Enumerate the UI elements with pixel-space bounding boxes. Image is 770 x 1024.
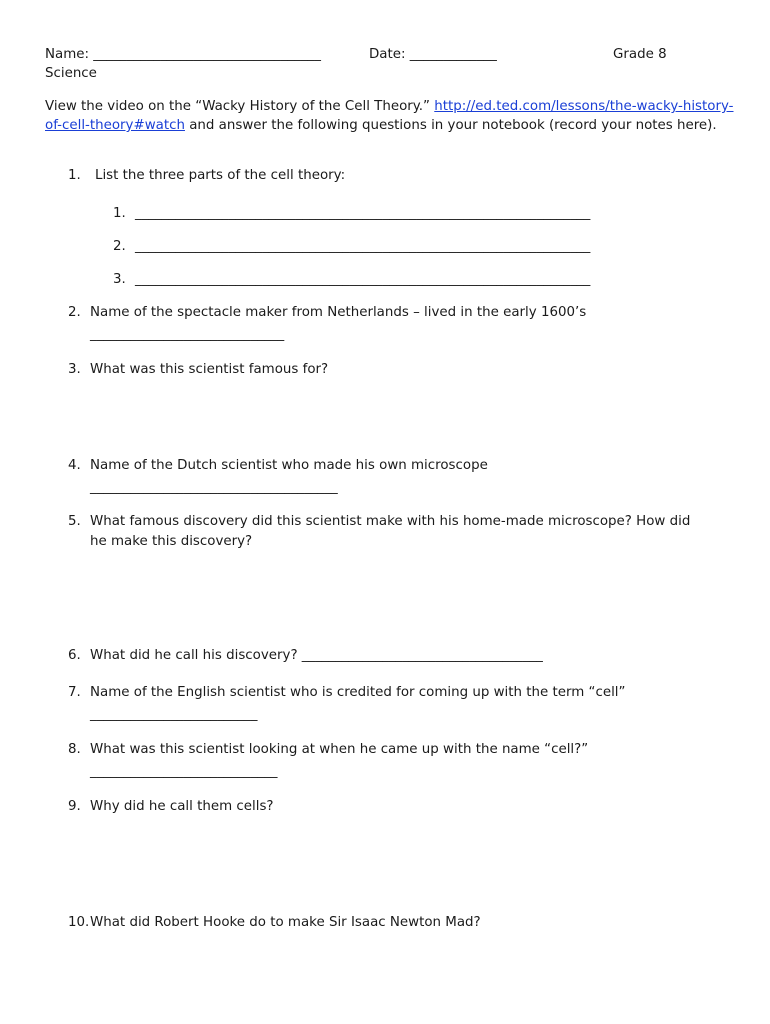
question-text: Why did he call them cells?: [90, 799, 274, 814]
question-text: What did he call his discovery? ____________________________________: [90, 648, 543, 663]
question-number: 8.: [68, 742, 81, 757]
question-text: List the three parts of the cell theory:: [95, 168, 346, 183]
question-number: 2.: [68, 305, 81, 320]
subitem-number: 1.: [113, 206, 126, 221]
question-text: Name of the English scientist who is credited for coming up with the term “cell”: [90, 685, 626, 700]
question-text: Name of the Dutch scientist who made his own microscope: [90, 458, 488, 473]
answer-line[interactable]: _____________________________: [90, 327, 285, 342]
question-text-continued: he make this discovery?: [90, 534, 253, 549]
question-number: 7.: [68, 685, 81, 700]
question-text: What was this scientist famous for?: [90, 362, 329, 377]
intro-paragraph: [45, 97, 735, 135]
question-text: Name of the spectacle maker from Netherlands – lived in the early 1600’s: [90, 305, 587, 320]
subitem-number: 3.: [113, 272, 126, 287]
answer-line[interactable]: ____________________________________________________________________: [135, 206, 591, 221]
date-field-label: Date: _____________: [369, 47, 497, 62]
question-number: 6.: [68, 648, 81, 663]
question-text: What was this scientist looking at when he came up with the name “cell?”: [90, 742, 589, 757]
answer-line[interactable]: ____________________________________________________________________: [135, 239, 591, 254]
question-text: What famous discovery did this scientist make with his home-made microscope? How did: [90, 514, 691, 529]
question-number: 3.: [68, 362, 81, 377]
question-number: 10.: [68, 915, 90, 930]
answer-line[interactable]: ____________________________________________________________________: [135, 272, 591, 287]
answer-line[interactable]: _________________________: [90, 707, 258, 722]
answer-line[interactable]: ____________________________: [90, 764, 278, 779]
question-number: 4.: [68, 458, 81, 473]
grade-label: Grade 8: [613, 47, 667, 62]
question-text: What did Robert Hooke do to make Sir Isaac Newton Mad?: [90, 915, 481, 930]
subitem-number: 2.: [113, 239, 126, 254]
question-number: 5.: [68, 514, 81, 529]
video-link[interactable]: http://ed.ted.com/lessons/the-wacky-history-of-cell-theory#watch: [45, 99, 734, 133]
question-number: 9.: [68, 799, 81, 814]
name-field-label: Name: __________________________________: [45, 47, 321, 62]
answer-line[interactable]: _____________________________________: [90, 480, 338, 495]
intro-text: View the video on the “Wacky History of the Cell Theory.”: [45, 99, 435, 114]
intro-text-after: and answer the following questions in your notebook (record your notes here).: [184, 118, 717, 133]
subject-label: Science: [45, 66, 97, 81]
question-number: 1.: [68, 168, 81, 183]
